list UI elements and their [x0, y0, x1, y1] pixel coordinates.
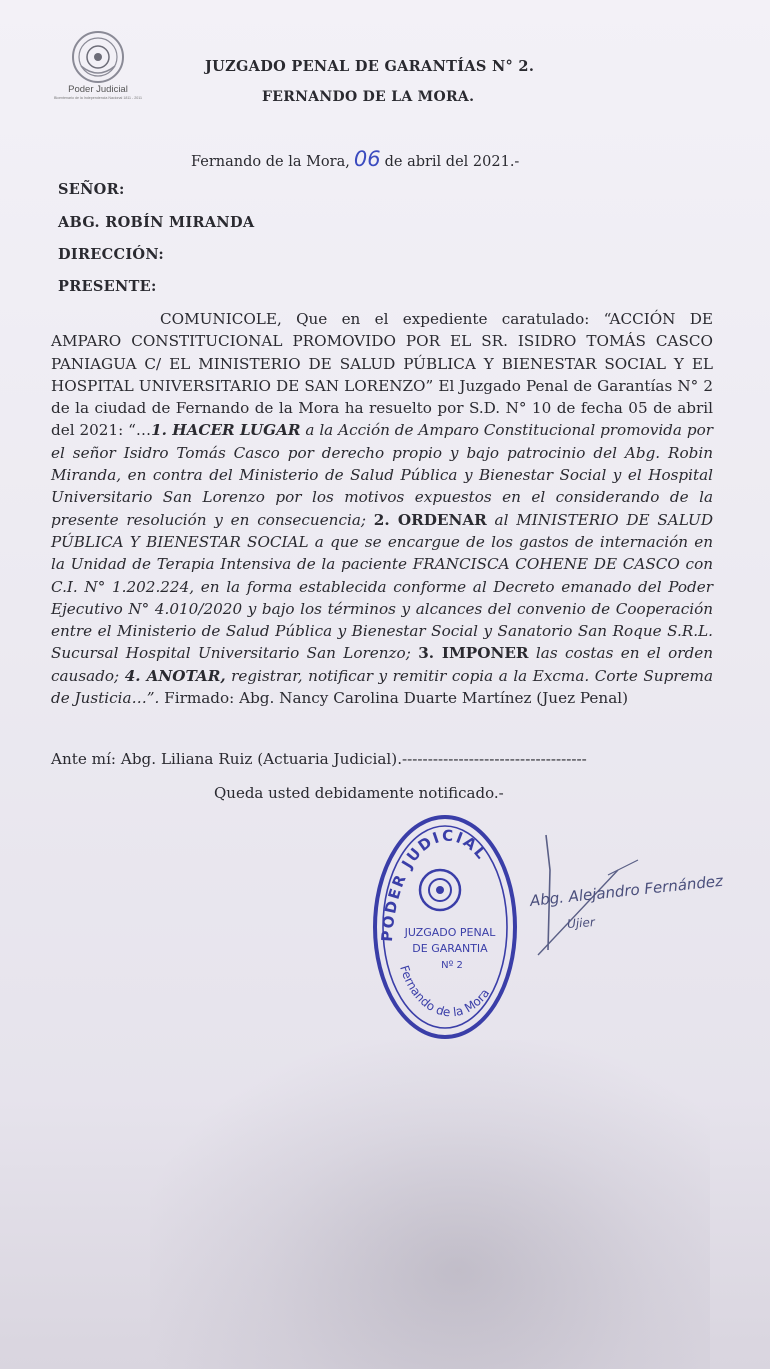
before-me-line: Ante mí: Abg. Liliana Ruiz (Actuaria Judicial).------------------------------------ — [51, 750, 587, 768]
logo-subtitle: Bicentenario de la Independencia Nacional 1811 - 2011 — [54, 96, 142, 100]
poder-judicial-logo — [28, 30, 168, 105]
seal-icon — [67, 30, 129, 86]
signature-name: Abg. Alejandro Fernández — [529, 871, 724, 910]
notified-line: Queda usted debidamente notificado.- — [214, 784, 504, 802]
court-stamp — [370, 812, 520, 1042]
salutation: SEÑOR: — [58, 181, 125, 198]
resolution-2-label: 2. ORDENAR — [373, 510, 487, 529]
date-suffix: de abril del 2021.- — [384, 154, 520, 170]
photo-shadow — [150, 1040, 710, 1369]
resolution-4-text: registrar, notificar y remitir copia a la Excma. Corte Suprema de Justicia…”. — [51, 666, 714, 708]
logo-name: Poder Judicial — [68, 84, 128, 95]
signature-title: Ujier — [566, 915, 596, 931]
city-heading: FERNANDO DE LA MORA. — [262, 89, 475, 105]
date-day-handwritten: 06 — [353, 147, 381, 171]
date-line — [191, 147, 519, 171]
stamp-line-2: DE GARANTIA — [412, 942, 488, 955]
resolution-4-label: 4. ANOTAR, — [124, 666, 226, 685]
resolution-1-text: a la Acción de Amparo Constitucional promovida por el señor Isidro Tomás Casco por derecho propio y bajo patrocinio del Abg. Robin Miranda, en contra del Ministerio de Salud Pública y Bienestar Social y el Hospital Universitario San Lorenzo por los motivos expuestos en el considerando de la presente resolución y en consecuencia; — [51, 421, 713, 529]
addressee-name: ABG. ROBÍN MIRANDA — [58, 214, 255, 231]
resolution-3-text: las costas en el orden causado; — [51, 644, 714, 685]
stamp-top-text: PODER JUDICIAL — [377, 826, 492, 943]
resolution-2-text: al MINISTERIO DE SALUD PÚBLICA Y BIENESTAR SOCIAL a que se encargue de los gastos de internación en la Unidad de Terapia Intensiva de la paciente FRANCISCA COHENE DE CASCO con C.I. N° 1.202.224, en la forma establecida conforme al Decreto emanado del Poder Ejecutivo N° 4.010/2020 y bajo los términos y alcances del convenio de Cooperación entre el Ministerio de Salud Pública y Bienestar Social y Sanatorio San Roque S.R.L. Sucursal Hospital Universitario San Lorenzo; — [51, 510, 713, 663]
signed-by: Firmado: Abg. Nancy Carolina Duarte Martínez (Juez Penal) — [159, 689, 629, 708]
resolution-3-label: 3. IMPONER — [418, 644, 529, 663]
present-label: PRESENTE: — [58, 278, 157, 295]
court-heading: JUZGADO PENAL DE GARANTÍAS N° 2. — [205, 58, 535, 75]
notification-body — [51, 308, 713, 709]
body-intro: COMUNICOLE, Que en el expediente caratulado: “ACCIÓN DE AMPARO CONSTITUCIONAL PROMOVIDO POR EL SR. ISIDRO TOMÁS CASCO PANIAGUA C/ EL MINISTERIO DE SALUD PÚBLICA Y BIENESTAR SOCIAL Y EL HOSPITAL UNIVERSITARIO DE SAN LORENZO” El Juzgado Penal de Garantías N° 2 de la ciudad de Fernando de la Mora ha resuelto por S.D. N° 10 de fecha 05 de abril del 2021: “… — [51, 310, 713, 440]
resolution-1-label: 1. HACER LUGAR — [151, 421, 301, 440]
stamp-line-3: Nº 2 — [441, 960, 463, 971]
svg-text:PODER JUDICIAL — [378, 827, 491, 943]
stamp-line-1: JUZGADO PENAL — [404, 926, 496, 939]
address-label: DIRECCIÓN: — [58, 246, 165, 263]
date-prefix: Fernando de la Mora, — [191, 154, 350, 170]
stamp-bottom-text: Fernando de la Mora — [397, 963, 493, 1020]
